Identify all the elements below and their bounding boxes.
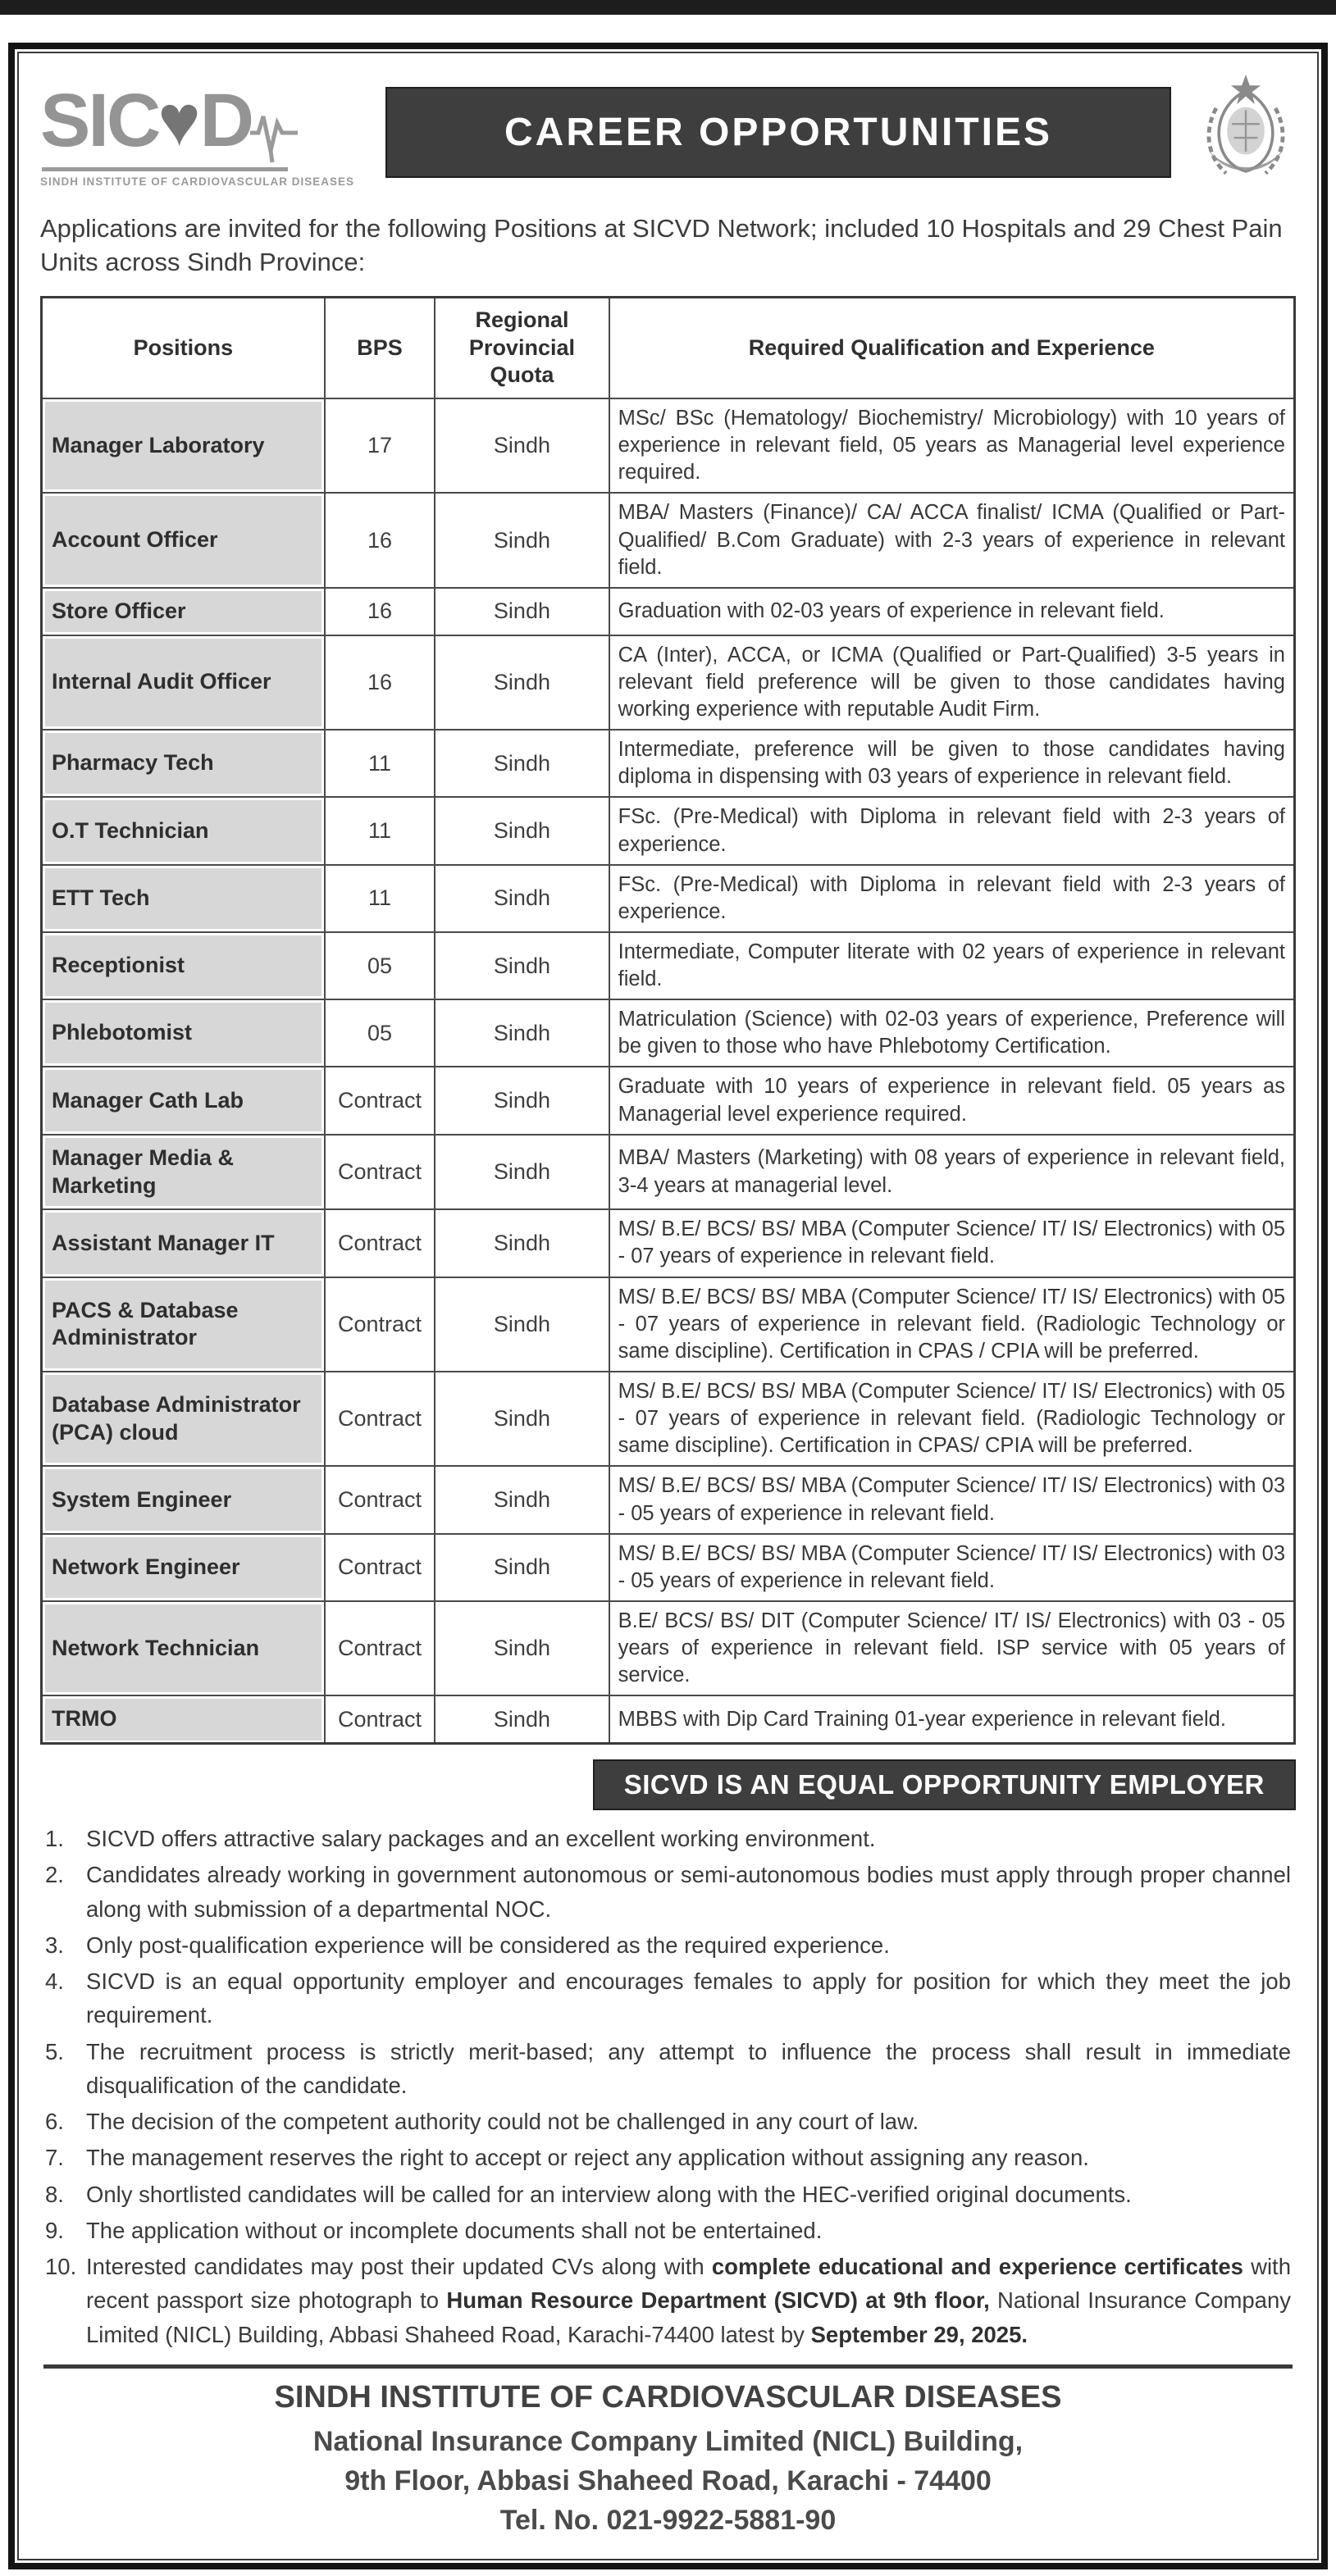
note-item xyxy=(40,2105,1296,2138)
quota-value: Sindh xyxy=(435,1209,609,1277)
quota-value: Sindh xyxy=(435,999,609,1067)
qualification-text: MBA/ Masters (Finance)/ CA/ ACCA finalist/ ICMA (Qualified or Part-Qualified/ B.Com Graduate) with 2-3 years of experience in relevant field. xyxy=(609,493,1295,587)
quota-value: Sindh xyxy=(435,865,609,932)
note-item xyxy=(40,2141,1296,2174)
table-row xyxy=(42,1372,1295,1466)
quota-value: Sindh xyxy=(435,1372,609,1466)
quota-value: Sindh xyxy=(435,1067,609,1134)
position-name: Database Administrator (PCA) cloud xyxy=(52,1391,301,1445)
quota-value: Sindh xyxy=(435,398,609,493)
quota-value: Sindh xyxy=(435,730,609,797)
note-number: 2. xyxy=(45,1862,64,1888)
note-text: The management reserves the right to accept or reject any application without assigning any reason. xyxy=(86,2145,1089,2171)
logo-underline xyxy=(42,167,288,171)
note-text: Interested candidates may post their updated CVs along with complete educational and experience certificates with recent passport size photograph to Human Resource Department (SICVD) at 9th floor, National Insurance Company Limited (NICL) Building, Abbasi Shaheed Road, Karachi-74400 latest by September 29, 2025. xyxy=(86,2254,1292,2347)
equal-opportunity-banner: SICVD IS AN EQUAL OPPORTUNITY EMPLOYER xyxy=(593,1759,1296,1810)
table-row xyxy=(42,1534,1295,1601)
table-row xyxy=(42,865,1295,932)
note-item xyxy=(40,1822,1296,1855)
bps-value: 16 xyxy=(325,588,435,635)
position-name: Internal Audit Officer xyxy=(52,669,271,694)
advert-footer xyxy=(40,2380,1296,2541)
note-text: The decision of the competent authority could not be challenged in any court of law. xyxy=(86,2109,919,2135)
quota-value: Sindh xyxy=(435,1135,609,1210)
page-top-bar xyxy=(0,0,1336,15)
footer-address-line: 9th Floor, Abbasi Shaheed Road, Karachi - 74400 xyxy=(344,2465,992,2497)
quota-value: Sindh xyxy=(435,1534,609,1601)
note-item xyxy=(40,2214,1296,2247)
qualification-text: MS/ B.E/ BCS/ BS/ MBA (Computer Science/ IT/ IS/ Electronics) with 05 - 07 years of experience in relevant field. (Radiologic Technology or same discipline). Certification in CPAS/ CPIA will be preferred. xyxy=(609,1372,1295,1466)
footer-divider xyxy=(43,2364,1293,2369)
position-name: ETT Tech xyxy=(52,885,150,910)
note-text: The recruitment process is strictly merit-based; any attempt to influence the process shall result in immediate disqualification of the candidate. xyxy=(86,2038,1291,2098)
position-name: Network Technician xyxy=(52,1635,260,1660)
table-row xyxy=(42,1277,1295,1372)
note-text: SICVD is an equal opportunity employer and encourages females to apply for position for which they meet the job requirement. xyxy=(86,1968,1291,2028)
col-header-qualification: Required Qualification and Experience xyxy=(609,297,1295,398)
quota-value: Sindh xyxy=(435,797,609,864)
qualification-text: FSc. (Pre-Medical) with Diploma in relevant field with 2-3 years of experience. xyxy=(609,865,1295,932)
heart-icon: ♥ xyxy=(157,79,201,161)
col-header-bps: BPS xyxy=(325,297,435,398)
table-row xyxy=(42,1135,1295,1210)
footer-institute-name: SINDH INSTITUTE OF CARDIOVASCULAR DISEASES xyxy=(274,2379,1062,2414)
bps-value: 05 xyxy=(325,932,435,999)
quota-value: Sindh xyxy=(435,932,609,999)
bps-value: Contract xyxy=(325,1135,435,1210)
notes-list xyxy=(40,1822,1296,2351)
qualification-text: FSc. (Pre-Medical) with Diploma in relevant field with 2-3 years of experience. xyxy=(609,797,1295,864)
position-name: Phlebotomist xyxy=(52,1020,193,1045)
qualification-text: MSc/ BSc (Hematology/ Biochemistry/ Microbiology) with 10 years of experience in relevant field, 05 years as Managerial level experience required. xyxy=(609,398,1295,493)
position-name: Assistant Manager IT xyxy=(52,1230,275,1255)
bps-value: Contract xyxy=(325,1372,435,1466)
position-name: TRMO xyxy=(52,1706,117,1732)
note-number: 9. xyxy=(45,2217,64,2243)
qualification-text: Matriculation (Science) with 02-03 years of experience, Preference will be given to those who have Phlebotomy Certification. xyxy=(609,999,1295,1067)
table-row xyxy=(42,1695,1295,1743)
quota-value: Sindh xyxy=(435,1695,609,1743)
header-row xyxy=(42,297,1295,398)
qualification-text: CA (Inter), ACCA, or ICMA (Qualified or Part-Qualified) 3-5 years in relevant field preference will be given to those candidates having working experience with reputable Audit Firm. xyxy=(609,635,1295,730)
bps-value: Contract xyxy=(325,1534,435,1601)
advert-frame-inner xyxy=(17,52,1319,2560)
table-row xyxy=(42,1067,1295,1134)
position-name: PACS & Database Administrator xyxy=(52,1297,239,1350)
sicvd-logo xyxy=(40,77,354,188)
note-number: 3. xyxy=(45,1932,64,1958)
qualification-text: MS/ B.E/ BCS/ BS/ MBA (Computer Science/ IT/ IS/ Electronics) with 03 - 05 years of experience in relevant field. xyxy=(609,1466,1295,1533)
position-name: Pharmacy Tech xyxy=(52,750,214,776)
table-row xyxy=(42,999,1295,1067)
positions-table xyxy=(40,296,1296,1745)
table-row xyxy=(42,1209,1295,1277)
note-text: Only post-qualification experience will be considered as the required experience. xyxy=(86,1932,890,1958)
bps-value: 05 xyxy=(325,999,435,1067)
note-item xyxy=(40,2178,1296,2211)
quota-value: Sindh xyxy=(435,1277,609,1372)
quota-value: Sindh xyxy=(435,1601,609,1695)
note-number: 10. xyxy=(45,2254,77,2280)
note-text: Only shortlisted candidates will be called for an interview along with the HEC-verified original documents. xyxy=(86,2181,1132,2207)
col-header-positions: Positions xyxy=(42,297,325,398)
table-row xyxy=(42,730,1295,797)
bps-value: 17 xyxy=(325,398,435,493)
logo-text-sic: SIC xyxy=(40,78,159,162)
qualification-text: Intermediate, Computer literate with 02 years of experience in relevant field. xyxy=(609,932,1295,999)
bps-value: Contract xyxy=(325,1067,435,1134)
bps-value: 16 xyxy=(325,493,435,587)
col-header-quota: Regional Provincial Quota xyxy=(435,297,609,398)
note-number: 6. xyxy=(45,2109,64,2135)
position-name: O.T Technician xyxy=(52,817,209,843)
quota-value: Sindh xyxy=(435,493,609,587)
logo-text-d: D xyxy=(199,78,253,162)
bps-value: 11 xyxy=(325,865,435,932)
bps-value: Contract xyxy=(325,1601,435,1695)
qualification-text: Intermediate, preference will be given to those candidates having diploma in dispensing with 03 years of experience in relevant field. xyxy=(609,730,1295,797)
note-text: SICVD offers attractive salary packages and an excellent working environment. xyxy=(86,1826,876,1852)
table-row xyxy=(42,635,1295,730)
bps-value: 11 xyxy=(325,730,435,797)
position-name: Store Officer xyxy=(52,598,186,623)
note-item xyxy=(40,2250,1296,2351)
table-row xyxy=(42,1466,1295,1533)
sicvd-logo-wordmark xyxy=(40,77,354,164)
bps-value: Contract xyxy=(325,1695,435,1743)
positions-table-head xyxy=(42,297,1295,398)
note-text: The application without or incomplete documents shall not be entertained. xyxy=(86,2217,823,2243)
qualification-text: MS/ B.E/ BCS/ BS/ MBA (Computer Science/ IT/ IS/ Electronics) with 03 - 05 years of experience in relevant field. xyxy=(609,1534,1295,1601)
position-name: Manager Laboratory xyxy=(52,432,265,457)
bps-value: Contract xyxy=(325,1466,435,1533)
advert-frame xyxy=(8,43,1328,2569)
note-number: 7. xyxy=(45,2145,64,2171)
positions-table-body xyxy=(42,398,1295,1744)
qualification-text: B.E/ BCS/ BS/ DIT (Computer Science/ IT/ IS/ Electronics) with 03 - 05 years of experience in relevant field. ISP service with 05 years of service. xyxy=(609,1601,1295,1695)
position-name: System Engineer xyxy=(52,1486,232,1512)
ecg-line-icon xyxy=(249,105,299,164)
bps-value: Contract xyxy=(325,1209,435,1277)
note-text: Candidates already working in government autonomous or semi-autonomous bodies must apply through proper channel along with submission of a departmental NOC. xyxy=(86,1862,1291,1922)
note-number: 1. xyxy=(45,1826,64,1852)
table-row xyxy=(42,1601,1295,1695)
footer-phone-line: Tel. No. 021-9922-5881-90 xyxy=(499,2505,837,2537)
note-item xyxy=(40,2035,1296,2103)
qualification-text: MS/ B.E/ BCS/ BS/ MBA (Computer Science/ IT/ IS/ Electronics) with 05 - 07 years of experience in relevant field. xyxy=(609,1209,1295,1277)
logo-tagline: SINDH INSTITUTE OF CARDIOVASCULAR DISEASES xyxy=(40,175,355,188)
bps-value: 16 xyxy=(325,635,435,730)
footer-building-line: National Insurance Company Limited (NICL) Building, xyxy=(312,2425,1024,2457)
note-item xyxy=(40,1858,1296,1926)
career-opportunities-banner xyxy=(385,87,1171,178)
page-title: CAREER OPPORTUNITIES xyxy=(504,110,1053,154)
note-item xyxy=(40,1964,1296,2032)
quota-value: Sindh xyxy=(435,635,609,730)
sindh-government-emblem-icon xyxy=(1196,75,1296,191)
table-row xyxy=(42,493,1295,587)
bps-value: 11 xyxy=(325,797,435,864)
position-name: Manager Cath Lab xyxy=(52,1087,244,1113)
qualification-text: Graduation with 02-03 years of experience in relevant field. xyxy=(609,588,1295,635)
note-number: 8. xyxy=(45,2181,64,2207)
position-name: Network Engineer xyxy=(52,1554,240,1579)
table-row xyxy=(42,932,1295,999)
qualification-text: MS/ B.E/ BCS/ BS/ MBA (Computer Science/ IT/ IS/ Electronics) with 05 - 07 years of experience in relevant field. (Radiologic Technology or same discipline). Certification in CPAS / CPIA will be preferred. xyxy=(609,1277,1295,1372)
qualification-text: MBBS with Dip Card Training 01-year experience in relevant field. xyxy=(609,1695,1295,1743)
position-name: Manager Media & Marketing xyxy=(52,1145,235,1198)
qualification-text: Graduate with 10 years of experience in relevant field. 05 years as Managerial level experience required. xyxy=(609,1067,1295,1134)
quota-value: Sindh xyxy=(435,588,609,635)
table-row xyxy=(42,398,1295,493)
qualification-text: MBA/ Masters (Marketing) with 08 years of experience in relevant field, 3-4 years at managerial level. xyxy=(609,1135,1295,1210)
position-name: Account Officer xyxy=(52,527,218,553)
note-number: 4. xyxy=(45,1968,64,1995)
table-row xyxy=(42,588,1295,635)
intro-text: Applications are invited for the following Positions at SICVD Network; included 10 Hospitals and 29 Chest Pain Units across Sindh Province: xyxy=(40,214,1283,276)
note-item xyxy=(40,1928,1296,1962)
table-row xyxy=(42,797,1295,864)
advert-header xyxy=(40,73,1296,191)
note-number: 5. xyxy=(45,2038,64,2064)
position-name: Receptionist xyxy=(52,953,185,978)
quota-value: Sindh xyxy=(435,1466,609,1533)
bps-value: Contract xyxy=(325,1277,435,1372)
